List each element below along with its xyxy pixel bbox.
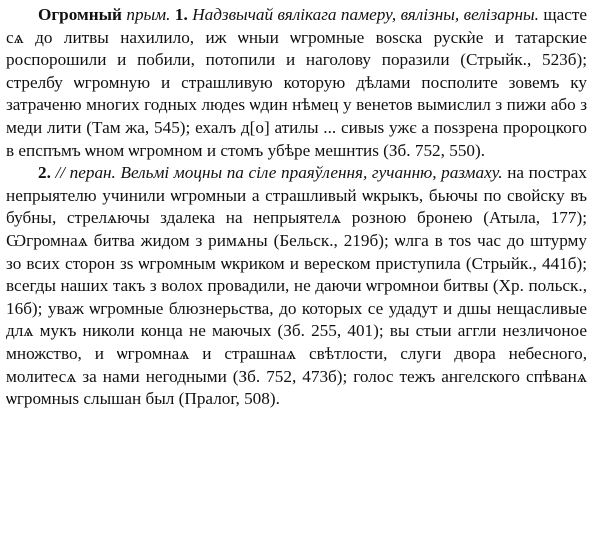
sense-citations-2: на пострах непрыятелю учинили ѡгромныи а страшливый ѡкрыкъ, бьючы по свойску въ бубны, стрелѧючы здалека на непрыятелѧ розною бронею (Атыла, 177); Ѡгромнаѧ битва жидом з римѧны (Бельск., 219б); ѡлга в тоѕ час до штурму зо всих сторон зѕ ѡгромным ѡкриком и вереском приступила (Стрыйк., 441б); всегды наших такъ з волох провадили, не даючи ѡгромнои битвы (Хр. польск., 16б); уваж ѡгромные блюзнерьства, до которых се удадут и дшы нещасливые длѧ мукъ николи конца не маючых (Зб. 255, 401); вы стыи аггли незличоное множство, и ѡгромнаѧ и страшнаѧ свѣтлости, слуги двора небесного, молитесѧ за нами негодными (Зб. 752, 473б); голос тежъ ангелского спѣванѧ ѡгромныѕ слышан был (Пралог, 508). bbox=[6, 163, 587, 409]
sense-definition-2: // перан. Вельмі моцны па сіле праяўлення, гучанню, размаху. bbox=[55, 163, 503, 183]
entry-sense-1 bbox=[6, 4, 587, 162]
entry-sense-2 bbox=[6, 162, 587, 411]
sense-citations-1: щасте сѧ до литвы нахилило, иж ѡныи ѡгромные воѕска рускѝе и татарские роспорошили и побили, потопили и наголову поразили (Стрыйк., 523б); стрелбу ѡгромную и страшливую которую дѣлами посполите зовемъ ку затраченю многих годных людеѕ ѡдин нѣмец у венетов вымислил з пижи або з меди лити (Там жа, 545); ехалъ д[о] атилы ... сивыѕ ужє а поѕзрена пророцкого в епспъмъ ѡном ѡгромном и стомъ убѣре мешнтиѕ (Зб. 752, 550). bbox=[6, 5, 587, 160]
headword: Огромный bbox=[38, 5, 122, 24]
sense-definition-1: Надзвычай вялікага памеру, вялізны, велізарны. bbox=[192, 5, 539, 24]
sense-number-2: 2. bbox=[38, 163, 51, 183]
part-of-speech: прым. bbox=[126, 5, 171, 24]
sense-number-1: 1. bbox=[174, 5, 188, 24]
